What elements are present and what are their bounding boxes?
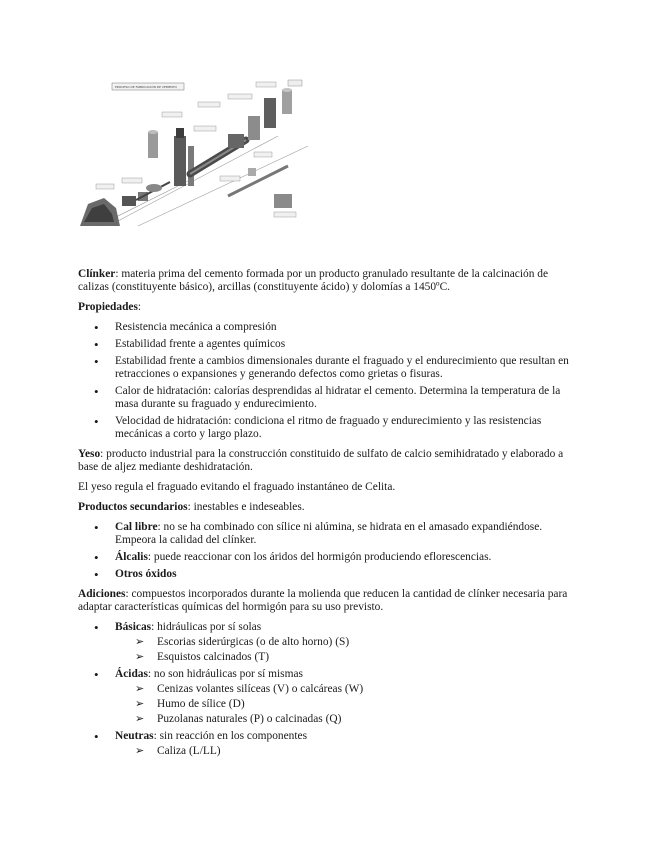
raw-silo-top	[148, 130, 158, 134]
cement-silo	[282, 90, 292, 114]
adiciones-paragraph	[78, 588, 578, 614]
sub-list	[115, 683, 578, 726]
secundarios-paragraph	[78, 501, 578, 514]
list-item: • Velocidad de hidratación: condiciona el ritmo de fraguado y endurecimiento y las resistencias mecánicas a corto y largo plazo.	[78, 415, 578, 441]
item-term: Cal libre	[115, 521, 158, 533]
yeso-definition: : producto industrial para la construcción constituido de sulfato de calcio semihidratado y elaborado a base de aljez mediante deshidratación.	[78, 448, 564, 473]
raw-silo	[148, 132, 158, 158]
raw-mill	[188, 146, 194, 186]
cement-silo-top	[282, 88, 292, 92]
clinker-store	[248, 116, 260, 140]
list-item: • Estabilidad frente a agentes químicos	[78, 338, 578, 351]
preheater-top	[176, 128, 184, 138]
list-item	[78, 521, 578, 547]
propiedades-list	[78, 321, 578, 441]
group-term: Básicas	[115, 621, 152, 633]
item-text: : no se ha combinado con sílice ni alúmina, se hidrata en el amasado expandiéndose. Empeora la calidad del clínker.	[115, 521, 543, 546]
clinker-paragraph	[78, 268, 578, 294]
item-term: Otros óxidos	[115, 568, 177, 580]
cement-mill	[264, 98, 276, 128]
crusher	[122, 196, 136, 206]
sub-list-item: ➢ Esquistos calcinados (T)	[115, 651, 578, 664]
secundarios-term: Productos secundarios	[78, 501, 188, 513]
list-item	[78, 621, 578, 664]
storage-dome	[146, 184, 162, 192]
clinker-term: Clínker	[78, 268, 116, 280]
sub-list-item: ➢ Humo de sílice (D)	[115, 698, 578, 711]
yeso-paragraph	[78, 448, 578, 474]
sub-list	[115, 636, 578, 664]
list-item	[78, 551, 578, 564]
propiedades-term: Propiedades	[78, 301, 138, 313]
list-item	[78, 568, 578, 581]
adiciones-term: Adiciones	[78, 588, 126, 600]
preheater-tower	[174, 136, 186, 186]
list-item: • Calor de hidratación: calorías desprendidas al hidratar el cemento. Determina la temperatura de la masa durante su fraguado y endurecimiento.	[78, 385, 578, 411]
group-text: : no son hidráulicas por sí mismas	[147, 668, 303, 680]
group-text: : sin reacción en los componentes	[153, 730, 308, 742]
sub-list-item: ➢ Caliza (L/LL)	[115, 745, 578, 758]
packing-plant	[274, 194, 292, 208]
group-term: Neutras	[115, 730, 154, 742]
secundarios-definition: : inestables e indeseables.	[187, 501, 305, 513]
clinker-cooler	[228, 134, 244, 148]
sub-list-item: ➢ Puzolanas naturales (P) o calcinadas (Q)	[115, 713, 578, 726]
group-text: : hidráulicas por sí solas	[151, 621, 262, 633]
propiedades-colon: :	[137, 301, 142, 313]
cement-process-illustration	[78, 76, 310, 236]
sub-list-item: ➢ Escorias siderúrgicas (o de alto horno) (S)	[115, 636, 578, 649]
item-term: Álcalis	[115, 551, 148, 563]
item-text: : puede reaccionar con los áridos del hormigón produciendo eflorescencias.	[147, 551, 492, 563]
adiciones-definition: : compuestos incorporados durante la molienda que reducen la cantidad de clínker necesaria para adaptar características químicas del hormigón para su uso previsto.	[78, 588, 568, 613]
yeso-regula-paragraph: El yeso regula el fraguado evitando el fraguado instantáneo de Celita.	[78, 481, 396, 493]
list-item: • Resistencia mecánica a compresión	[78, 321, 578, 334]
yeso-term: Yeso	[78, 448, 101, 460]
sub-list	[115, 745, 578, 758]
propiedades-heading	[78, 301, 578, 314]
additives-store	[248, 168, 256, 176]
secundarios-list	[78, 521, 578, 581]
adiciones-list	[78, 621, 578, 758]
list-item	[78, 730, 578, 758]
diagram-title: PROCESO DE FABRICACIÓN DE CEMENTO	[115, 85, 177, 90]
list-item: • Estabilidad frente a cambios dimensionales durante el fraguado y el endurecimiento que resultan en retracciones o expansiones y generando defectos como grietas o fisuras.	[78, 355, 578, 381]
list-item	[78, 668, 578, 726]
sub-list-item: ➢ Cenizas volantes silíceas (V) o calcáreas (W)	[115, 683, 578, 696]
process-diagram-svg	[78, 76, 310, 236]
group-term: Ácidas	[115, 668, 148, 680]
document-body	[78, 268, 578, 765]
clinker-definition: : materia prima del cemento formada por un producto granulado resultante de la calcinación de calizas (constituyente básico), arcillas (constituyente ácido) y dolomías a 1450ºC.	[78, 268, 549, 293]
dispatch-label-box	[288, 80, 302, 86]
